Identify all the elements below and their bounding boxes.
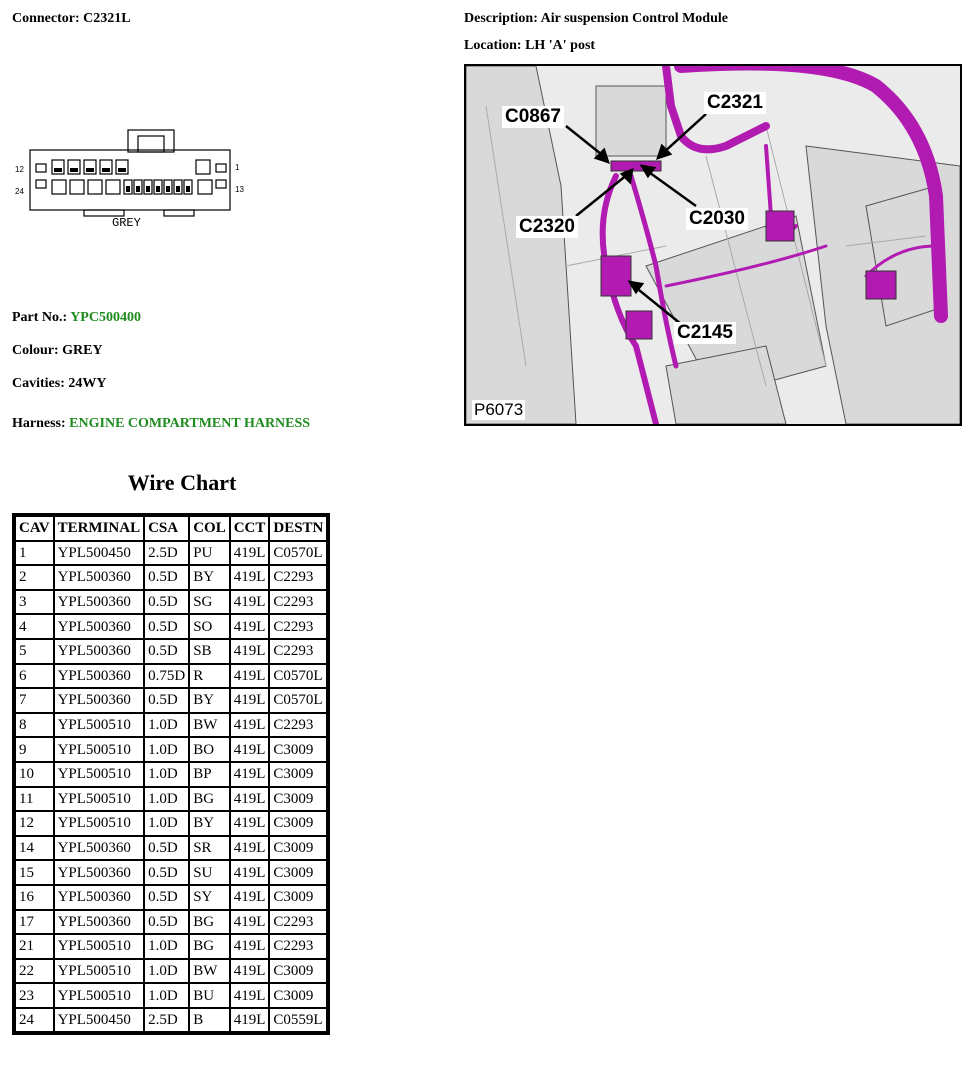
table-cell-cav: 8 [16, 714, 53, 737]
table-cell-destn: C3009 [270, 763, 326, 786]
table-cell-destn: C3009 [270, 861, 326, 884]
table-cell-csa: 0.5D [145, 689, 188, 712]
table-cell-csa: 1.0D [145, 812, 188, 835]
location-value: LH 'A' post [525, 38, 596, 53]
table-cell-terminal: YPL500510 [55, 812, 144, 835]
column-header-destn: DESTN [270, 517, 326, 540]
table-row [16, 542, 326, 565]
table-cell-cct: 419L [231, 861, 269, 884]
table-cell-col: BG [190, 788, 229, 811]
table-cell-cct: 419L [231, 960, 269, 983]
table-cell-csa: 1.0D [145, 788, 188, 811]
table-cell-cct: 419L [231, 788, 269, 811]
table-cell-cct: 419L [231, 763, 269, 786]
table-cell-destn: C2293 [270, 714, 326, 737]
table-cell-destn: C3009 [270, 886, 326, 909]
table-cell-col: PU [190, 542, 229, 565]
table-cell-destn: C2293 [270, 640, 326, 663]
table-cell-col: BG [190, 911, 229, 934]
table-row [16, 665, 326, 688]
table-cell-cav: 6 [16, 665, 53, 688]
connector-heading: Connector: C2321L [12, 11, 131, 26]
table-cell-csa: 0.75D [145, 665, 188, 688]
table-cell-terminal: YPL500360 [55, 615, 144, 638]
location-photo [464, 64, 962, 426]
table-row [16, 640, 326, 663]
column-header-col: COL [190, 517, 229, 540]
table-cell-destn: C3009 [270, 837, 326, 860]
pin-label-13: 13 [235, 185, 244, 194]
description-heading: Description: Air suspension Control Module [464, 11, 728, 26]
callout-c2030: C2030 [686, 208, 748, 230]
table-cell-destn: C2293 [270, 591, 326, 614]
table-cell-csa: 0.5D [145, 615, 188, 638]
table-cell-col: BY [190, 812, 229, 835]
pin-label-24: 24 [15, 187, 24, 196]
table-row [16, 960, 326, 983]
table-row [16, 886, 326, 909]
cavities-line: Cavities: 24WY [12, 376, 107, 391]
table-row [16, 812, 326, 835]
table-cell-cct: 419L [231, 665, 269, 688]
table-cell-terminal: YPL500450 [55, 1009, 144, 1032]
table-cell-cav: 23 [16, 984, 53, 1007]
table-cell-cct: 419L [231, 812, 269, 835]
table-cell-cct: 419L [231, 689, 269, 712]
table-cell-col: BY [190, 566, 229, 589]
column-header-cct: CCT [231, 517, 269, 540]
table-cell-terminal: YPL500360 [55, 886, 144, 909]
table-cell-cct: 419L [231, 886, 269, 909]
pin-label-12: 12 [15, 165, 24, 174]
table-cell-cav: 3 [16, 591, 53, 614]
table-cell-col: SR [190, 837, 229, 860]
table-cell-terminal: YPL500450 [55, 542, 144, 565]
table-cell-cav: 16 [16, 886, 53, 909]
table-cell-destn: C2293 [270, 911, 326, 934]
table-cell-terminal: YPL500360 [55, 689, 144, 712]
table-cell-cct: 419L [231, 566, 269, 589]
photo-reference: P6073 [474, 400, 524, 419]
table-row [16, 714, 326, 737]
table-cell-destn: C2293 [270, 615, 326, 638]
table-cell-destn: C3009 [270, 788, 326, 811]
connector-face-drawing [14, 128, 260, 230]
table-cell-terminal: YPL500360 [55, 861, 144, 884]
table-cell-destn: C2293 [270, 935, 326, 958]
table-cell-col: SB [190, 640, 229, 663]
table-cell-terminal: YPL500510 [55, 984, 144, 1007]
callout-c2321: C2321 [704, 92, 766, 114]
table-cell-csa: 1.0D [145, 984, 188, 1007]
colour-value: GREY [62, 343, 103, 358]
table-cell-terminal: YPL500360 [55, 911, 144, 934]
table-cell-col: R [190, 665, 229, 688]
table-cell-destn: C0570L [270, 542, 326, 565]
table-cell-col: BW [190, 960, 229, 983]
table-cell-cav: 21 [16, 935, 53, 958]
table-cell-terminal: YPL500360 [55, 665, 144, 688]
wire-chart-table [12, 513, 330, 1035]
connector-colour-text: GREY [112, 216, 141, 230]
wire-chart-body [16, 542, 326, 1032]
table-cell-csa: 0.5D [145, 886, 188, 909]
colour-line: Colour: GREY [12, 343, 103, 358]
harness-line: Harness: ENGINE COMPARTMENT HARNESS [12, 416, 311, 431]
table-cell-cav: 12 [16, 812, 53, 835]
table-cell-col: BO [190, 738, 229, 761]
column-header-terminal: TERMINAL [55, 517, 144, 540]
table-cell-csa: 0.5D [145, 861, 188, 884]
table-cell-col: SU [190, 861, 229, 884]
table-cell-csa: 0.5D [145, 837, 188, 860]
table-cell-csa: 2.5D [145, 542, 188, 565]
table-cell-destn: C3009 [270, 960, 326, 983]
table-cell-col: BY [190, 689, 229, 712]
table-row [16, 566, 326, 589]
table-cell-terminal: YPL500510 [55, 960, 144, 983]
callout-c2320: C2320 [516, 216, 578, 238]
pin-label-1: 1 [235, 163, 240, 172]
table-cell-cav: 24 [16, 1009, 53, 1032]
table-row [16, 615, 326, 638]
table-cell-col: SG [190, 591, 229, 614]
table-cell-terminal: YPL500360 [55, 640, 144, 663]
table-row [16, 837, 326, 860]
table-cell-destn: C3009 [270, 812, 326, 835]
table-cell-terminal: YPL500510 [55, 935, 144, 958]
table-cell-cav: 1 [16, 542, 53, 565]
table-cell-cav: 5 [16, 640, 53, 663]
table-cell-csa: 0.5D [145, 640, 188, 663]
table-cell-csa: 0.5D [145, 911, 188, 934]
table-cell-cav: 2 [16, 566, 53, 589]
table-cell-terminal: YPL500510 [55, 763, 144, 786]
table-cell-csa: 1.0D [145, 960, 188, 983]
table-cell-csa: 1.0D [145, 714, 188, 737]
table-cell-cav: 7 [16, 689, 53, 712]
column-header-cav: CAV [16, 517, 53, 540]
table-cell-destn: C3009 [270, 984, 326, 1007]
table-cell-destn: C0570L [270, 689, 326, 712]
connector-diagram [14, 128, 260, 230]
table-cell-destn: C0570L [270, 665, 326, 688]
connector-id: C2321L [83, 11, 131, 26]
table-cell-cct: 419L [231, 738, 269, 761]
table-cell-terminal: YPL500360 [55, 591, 144, 614]
part-number-link[interactable]: YPC500400 [70, 310, 141, 325]
table-cell-cct: 419L [231, 1009, 269, 1032]
table-cell-cav: 4 [16, 615, 53, 638]
table-cell-terminal: YPL500360 [55, 837, 144, 860]
table-cell-cav: 14 [16, 837, 53, 860]
table-row [16, 861, 326, 884]
table-cell-csa: 0.5D [145, 566, 188, 589]
table-cell-cav: 10 [16, 763, 53, 786]
table-cell-col: SY [190, 886, 229, 909]
table-row [16, 911, 326, 934]
table-cell-cct: 419L [231, 591, 269, 614]
callout-c0867: C0867 [502, 106, 564, 128]
table-cell-cct: 419L [231, 935, 269, 958]
table-cell-cct: 419L [231, 542, 269, 565]
table-cell-csa: 1.0D [145, 738, 188, 761]
table-cell-cct: 419L [231, 640, 269, 663]
table-row [16, 984, 326, 1007]
table-cell-terminal: YPL500510 [55, 714, 144, 737]
table-cell-cav: 17 [16, 911, 53, 934]
table-cell-cct: 419L [231, 984, 269, 1007]
part-number-line: Part No.: YPC500400 [12, 310, 141, 325]
cavities-value: 24WY [68, 376, 107, 391]
table-cell-cav: 9 [16, 738, 53, 761]
table-cell-csa: 2.5D [145, 1009, 188, 1032]
table-row [16, 738, 326, 761]
location-heading: Location: LH 'A' post [464, 38, 596, 53]
table-cell-terminal: YPL500360 [55, 566, 144, 589]
table-cell-destn: C2293 [270, 566, 326, 589]
table-row [16, 591, 326, 614]
table-cell-csa: 1.0D [145, 763, 188, 786]
table-cell-cct: 419L [231, 615, 269, 638]
wire-chart-title: Wire Chart [127, 470, 237, 495]
table-cell-cct: 419L [231, 714, 269, 737]
table-row [16, 788, 326, 811]
table-cell-cav: 11 [16, 788, 53, 811]
description-value: Air suspension Control Module [540, 11, 728, 26]
table-row [16, 689, 326, 712]
table-cell-col: B [190, 1009, 229, 1032]
table-cell-terminal: YPL500510 [55, 788, 144, 811]
table-cell-cct: 419L [231, 837, 269, 860]
harness-link[interactable]: ENGINE COMPARTMENT HARNESS [69, 416, 311, 431]
table-cell-col: BG [190, 935, 229, 958]
table-cell-cct: 419L [231, 911, 269, 934]
table-cell-csa: 1.0D [145, 935, 188, 958]
callout-c2145: C2145 [674, 322, 736, 344]
table-cell-csa: 0.5D [145, 591, 188, 614]
wire-chart-header-row [16, 517, 326, 540]
table-cell-col: BW [190, 714, 229, 737]
table-cell-col: SO [190, 615, 229, 638]
table-row [16, 1009, 326, 1032]
table-cell-cav: 15 [16, 861, 53, 884]
table-cell-destn: C0559L [270, 1009, 326, 1032]
table-cell-col: BU [190, 984, 229, 1007]
table-cell-terminal: YPL500510 [55, 738, 144, 761]
column-header-csa: CSA [145, 517, 188, 540]
table-cell-cav: 22 [16, 960, 53, 983]
table-row [16, 763, 326, 786]
table-cell-col: BP [190, 763, 229, 786]
table-row [16, 935, 326, 958]
table-cell-destn: C3009 [270, 738, 326, 761]
